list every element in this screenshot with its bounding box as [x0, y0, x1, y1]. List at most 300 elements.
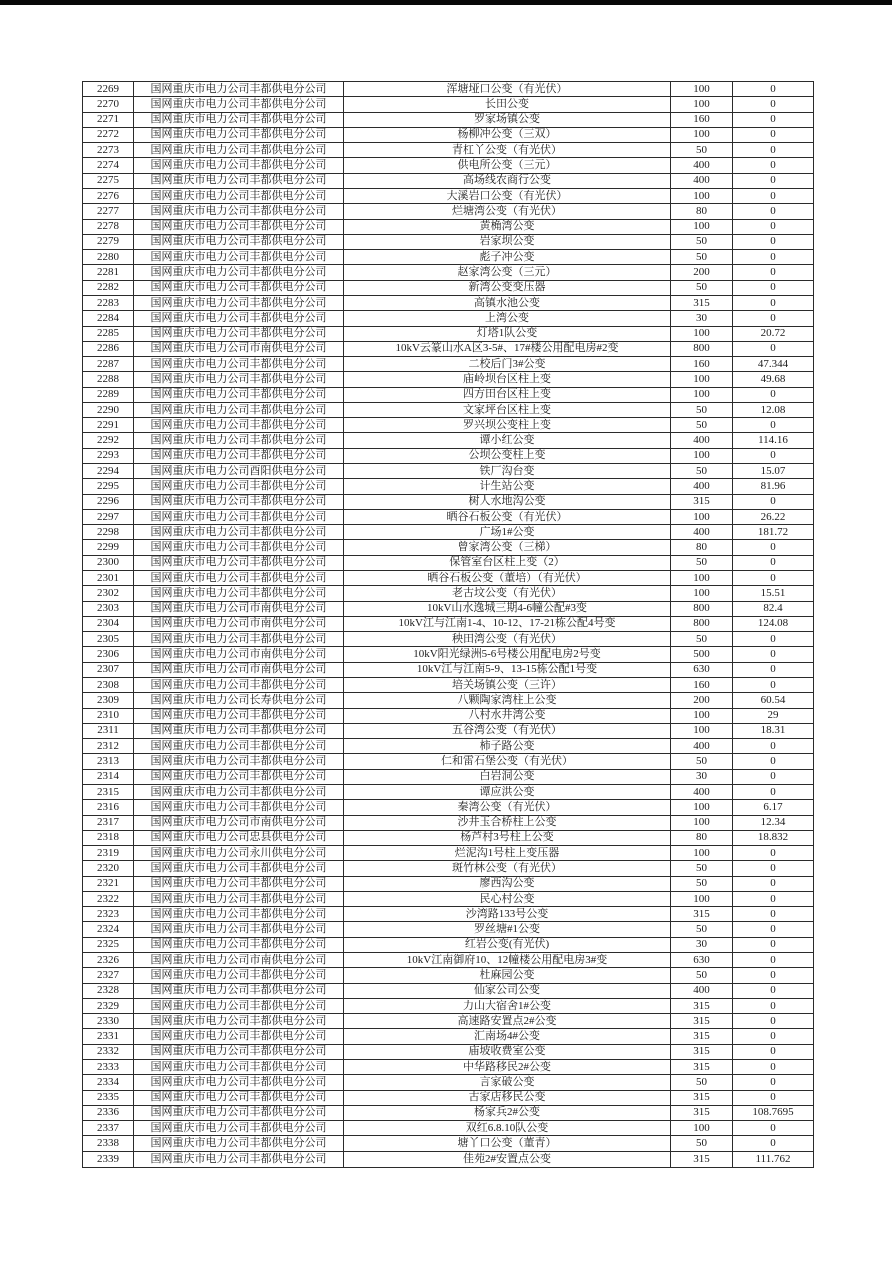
- capacity-cell: 50: [671, 861, 733, 876]
- value-cell: 111.762: [733, 1151, 814, 1167]
- company-cell: 国网重庆市电力公司丰都供电分公司: [134, 1060, 344, 1075]
- row-number-cell: 2321: [83, 876, 134, 891]
- value-cell: 0: [733, 188, 814, 203]
- capacity-cell: 160: [671, 677, 733, 692]
- row-number-cell: 2334: [83, 1075, 134, 1090]
- value-cell: 0: [733, 739, 814, 754]
- capacity-cell: 50: [671, 418, 733, 433]
- transformer-name-cell: 八村水井湾公变: [344, 708, 671, 723]
- company-cell: 国网重庆市电力公司丰都供电分公司: [134, 632, 344, 647]
- table-row: [83, 784, 814, 799]
- row-number-cell: 2284: [83, 311, 134, 326]
- company-cell: 国网重庆市电力公司丰都供电分公司: [134, 968, 344, 983]
- scan-edge-band: [0, 0, 892, 5]
- company-cell: 国网重庆市电力公司丰都供电分公司: [134, 784, 344, 799]
- value-cell: 29: [733, 708, 814, 723]
- company-cell: 国网重庆市电力公司酉阳供电分公司: [134, 464, 344, 479]
- capacity-cell: 315: [671, 295, 733, 310]
- table-row: [83, 1136, 814, 1151]
- company-cell: 国网重庆市电力公司永川供电分公司: [134, 846, 344, 861]
- row-number-cell: 2289: [83, 387, 134, 402]
- row-number-cell: 2318: [83, 830, 134, 845]
- company-cell: 国网重庆市电力公司忠县供电分公司: [134, 830, 344, 845]
- table-row: [83, 1060, 814, 1075]
- company-cell: 国网重庆市电力公司丰都供电分公司: [134, 1151, 344, 1167]
- transformer-name-cell: 新湾公变变压器: [344, 280, 671, 295]
- capacity-cell: 100: [671, 219, 733, 234]
- value-cell: 15.51: [733, 586, 814, 601]
- transformer-name-cell: 高场线农商行公变: [344, 173, 671, 188]
- capacity-cell: 100: [671, 326, 733, 341]
- transformer-name-cell: 曾家湾公变（三梯）: [344, 540, 671, 555]
- value-cell: 0: [733, 1029, 814, 1044]
- row-number-cell: 2313: [83, 754, 134, 769]
- table-row: [83, 800, 814, 815]
- row-number-cell: 2306: [83, 647, 134, 662]
- row-number-cell: 2294: [83, 464, 134, 479]
- table-row: [83, 204, 814, 219]
- capacity-cell: 400: [671, 479, 733, 494]
- transformer-name-cell: 杜麻园公变: [344, 968, 671, 983]
- value-cell: 0: [733, 891, 814, 906]
- capacity-cell: 315: [671, 907, 733, 922]
- company-cell: 国网重庆市电力公司丰都供电分公司: [134, 97, 344, 112]
- value-cell: 0: [733, 127, 814, 142]
- row-number-cell: 2315: [83, 784, 134, 799]
- transformer-name-cell: 大溪岩口公变（有光伏）: [344, 188, 671, 203]
- table-row: [83, 158, 814, 173]
- row-number-cell: 2319: [83, 846, 134, 861]
- table-row: [83, 97, 814, 112]
- transformer-name-cell: 五谷湾公变（有光伏）: [344, 723, 671, 738]
- company-cell: 国网重庆市电力公司丰都供电分公司: [134, 1014, 344, 1029]
- capacity-cell: 630: [671, 953, 733, 968]
- row-number-cell: 2281: [83, 265, 134, 280]
- company-cell: 国网重庆市电力公司丰都供电分公司: [134, 800, 344, 815]
- transformer-name-cell: 古家店移民公变: [344, 1090, 671, 1105]
- table-row: [83, 464, 814, 479]
- row-number-cell: 2278: [83, 219, 134, 234]
- transformer-name-cell: 长田公变: [344, 97, 671, 112]
- value-cell: 0: [733, 341, 814, 356]
- capacity-cell: 100: [671, 891, 733, 906]
- value-cell: 0: [733, 1121, 814, 1136]
- table-row: [83, 830, 814, 845]
- row-number-cell: 2322: [83, 891, 134, 906]
- table-row: [83, 479, 814, 494]
- transformer-name-cell: 烂塘湾公变（有光伏）: [344, 204, 671, 219]
- value-cell: 49.68: [733, 372, 814, 387]
- value-cell: 26.22: [733, 509, 814, 524]
- capacity-cell: 80: [671, 830, 733, 845]
- value-cell: 0: [733, 418, 814, 433]
- capacity-cell: 100: [671, 815, 733, 830]
- transformer-name-cell: 培关场镇公变（三许）: [344, 677, 671, 692]
- row-number-cell: 2339: [83, 1151, 134, 1167]
- transformer-name-cell: 谭应洪公变: [344, 784, 671, 799]
- row-number-cell: 2323: [83, 907, 134, 922]
- row-number-cell: 2297: [83, 509, 134, 524]
- value-cell: 0: [733, 97, 814, 112]
- value-cell: 0: [733, 173, 814, 188]
- table-row: [83, 387, 814, 402]
- transformer-name-cell: 二校后门3#公变: [344, 357, 671, 372]
- transformer-name-cell: 铁厂沟台变: [344, 464, 671, 479]
- row-number-cell: 2283: [83, 295, 134, 310]
- value-cell: 0: [733, 647, 814, 662]
- table-row: [83, 372, 814, 387]
- row-number-cell: 2333: [83, 1060, 134, 1075]
- row-number-cell: 2310: [83, 708, 134, 723]
- capacity-cell: 30: [671, 769, 733, 784]
- value-cell: 124.08: [733, 616, 814, 631]
- company-cell: 国网重庆市电力公司丰都供电分公司: [134, 219, 344, 234]
- capacity-cell: 400: [671, 784, 733, 799]
- row-number-cell: 2324: [83, 922, 134, 937]
- capacity-cell: 315: [671, 1090, 733, 1105]
- transformer-name-cell: 沙湾路133号公变: [344, 907, 671, 922]
- table-row: [83, 250, 814, 265]
- row-number-cell: 2328: [83, 983, 134, 998]
- company-cell: 国网重庆市电力公司丰都供电分公司: [134, 280, 344, 295]
- transformer-name-cell: 岩家坝公变: [344, 234, 671, 249]
- transformer-name-cell: 浑塘垭口公变（有光伏）: [344, 82, 671, 97]
- transformer-name-cell: 罗兴坝公变柱上变: [344, 418, 671, 433]
- table-row: [83, 876, 814, 891]
- table-row: [83, 1105, 814, 1120]
- transformer-name-cell: 谭小红公变: [344, 433, 671, 448]
- row-number-cell: 2298: [83, 525, 134, 540]
- capacity-cell: 100: [671, 708, 733, 723]
- table-row: [83, 555, 814, 570]
- value-cell: 108.7695: [733, 1105, 814, 1120]
- capacity-cell: 100: [671, 723, 733, 738]
- row-number-cell: 2301: [83, 571, 134, 586]
- company-cell: 国网重庆市电力公司丰都供电分公司: [134, 754, 344, 769]
- transformer-name-cell: 10kV江与江南5-9、13-15栋公配1号变: [344, 662, 671, 677]
- capacity-cell: 50: [671, 968, 733, 983]
- capacity-cell: 100: [671, 372, 733, 387]
- row-number-cell: 2320: [83, 861, 134, 876]
- row-number-cell: 2291: [83, 418, 134, 433]
- table-row: [83, 265, 814, 280]
- table-row: [83, 173, 814, 188]
- row-number-cell: 2287: [83, 357, 134, 372]
- row-number-cell: 2271: [83, 112, 134, 127]
- table-row: [83, 402, 814, 417]
- row-number-cell: 2338: [83, 1136, 134, 1151]
- table-row: [83, 723, 814, 738]
- row-number-cell: 2280: [83, 250, 134, 265]
- company-cell: 国网重庆市电力公司丰都供电分公司: [134, 357, 344, 372]
- value-cell: 0: [733, 82, 814, 97]
- company-cell: 国网重庆市电力公司丰都供电分公司: [134, 173, 344, 188]
- company-cell: 国网重庆市电力公司丰都供电分公司: [134, 494, 344, 509]
- value-cell: 181.72: [733, 525, 814, 540]
- transformer-name-cell: 八颗陶家湾柱上公变: [344, 693, 671, 708]
- transformer-name-cell: 晒谷石板公变（董培）（有光伏）: [344, 571, 671, 586]
- row-number-cell: 2296: [83, 494, 134, 509]
- table-row: [83, 1029, 814, 1044]
- capacity-cell: 160: [671, 112, 733, 127]
- company-cell: 国网重庆市电力公司丰都供电分公司: [134, 204, 344, 219]
- row-number-cell: 2335: [83, 1090, 134, 1105]
- company-cell: 国网重庆市电力公司丰都供电分公司: [134, 677, 344, 692]
- table-row: [83, 632, 814, 647]
- value-cell: 0: [733, 143, 814, 158]
- value-cell: 18.832: [733, 830, 814, 845]
- row-number-cell: 2295: [83, 479, 134, 494]
- row-number-cell: 2305: [83, 632, 134, 647]
- row-number-cell: 2330: [83, 1014, 134, 1029]
- table-row: [83, 341, 814, 356]
- row-number-cell: 2290: [83, 402, 134, 417]
- table-row: [83, 418, 814, 433]
- capacity-cell: 400: [671, 739, 733, 754]
- capacity-cell: 50: [671, 143, 733, 158]
- transformer-name-cell: 广场1#公变: [344, 525, 671, 540]
- value-cell: 0: [733, 540, 814, 555]
- table-row: [83, 433, 814, 448]
- value-cell: 0: [733, 846, 814, 861]
- transformer-name-cell: 杨柳冲公变（三双）: [344, 127, 671, 142]
- transformer-name-cell: 保管室台区柱上变（2）: [344, 555, 671, 570]
- value-cell: 0: [733, 112, 814, 127]
- table-row: [83, 357, 814, 372]
- transformer-name-cell: 10kV阳光绿洲5-6号楼公用配电房2号变: [344, 647, 671, 662]
- table-body: [83, 82, 814, 1168]
- table-row: [83, 754, 814, 769]
- capacity-cell: 100: [671, 127, 733, 142]
- company-cell: 国网重庆市电力公司丰都供电分公司: [134, 1136, 344, 1151]
- transformer-name-cell: 红岩公变(有光伏): [344, 937, 671, 952]
- capacity-cell: 80: [671, 540, 733, 555]
- transformer-name-cell: 彪子冲公变: [344, 250, 671, 265]
- value-cell: 0: [733, 1044, 814, 1059]
- company-cell: 国网重庆市电力公司丰都供电分公司: [134, 571, 344, 586]
- row-number-cell: 2326: [83, 953, 134, 968]
- company-cell: 国网重庆市电力公司丰都供电分公司: [134, 769, 344, 784]
- capacity-cell: 315: [671, 1151, 733, 1167]
- row-number-cell: 2332: [83, 1044, 134, 1059]
- value-cell: 0: [733, 861, 814, 876]
- company-cell: 国网重庆市电力公司丰都供电分公司: [134, 876, 344, 891]
- row-number-cell: 2307: [83, 662, 134, 677]
- capacity-cell: 100: [671, 571, 733, 586]
- capacity-cell: 315: [671, 1029, 733, 1044]
- table-row: [83, 815, 814, 830]
- row-number-cell: 2316: [83, 800, 134, 815]
- capacity-cell: 100: [671, 1121, 733, 1136]
- transformer-name-cell: 晒谷石板公变（有光伏）: [344, 509, 671, 524]
- company-cell: 国网重庆市电力公司丰都供电分公司: [134, 127, 344, 142]
- value-cell: 20.72: [733, 326, 814, 341]
- capacity-cell: 315: [671, 1014, 733, 1029]
- transformer-name-cell: 汇南场4#公变: [344, 1029, 671, 1044]
- company-cell: 国网重庆市电力公司长寿供电分公司: [134, 693, 344, 708]
- company-cell: 国网重庆市电力公司丰都供电分公司: [134, 1075, 344, 1090]
- value-cell: 0: [733, 937, 814, 952]
- table-row: [83, 1044, 814, 1059]
- transformer-name-cell: 中华路移民2#公变: [344, 1060, 671, 1075]
- value-cell: 0: [733, 1136, 814, 1151]
- table-row: [83, 846, 814, 861]
- capacity-cell: 50: [671, 555, 733, 570]
- company-cell: 国网重庆市电力公司丰都供电分公司: [134, 402, 344, 417]
- table-row: [83, 1090, 814, 1105]
- capacity-cell: 315: [671, 1044, 733, 1059]
- capacity-cell: 315: [671, 998, 733, 1013]
- value-cell: 0: [733, 1075, 814, 1090]
- row-number-cell: 2270: [83, 97, 134, 112]
- value-cell: 0: [733, 784, 814, 799]
- capacity-cell: 315: [671, 1060, 733, 1075]
- company-cell: 国网重庆市电力公司丰都供电分公司: [134, 540, 344, 555]
- table-row: [83, 1151, 814, 1167]
- transformer-name-cell: 庙坡收费室公变: [344, 1044, 671, 1059]
- table-row: [83, 998, 814, 1013]
- company-cell: 国网重庆市电力公司丰都供电分公司: [134, 1029, 344, 1044]
- transformer-name-cell: 佳苑2#安置点公变: [344, 1151, 671, 1167]
- value-cell: 0: [733, 1060, 814, 1075]
- table-row: [83, 525, 814, 540]
- transformer-data-table: [82, 81, 814, 1168]
- transformer-name-cell: 供电所公变（三元）: [344, 158, 671, 173]
- capacity-cell: 50: [671, 922, 733, 937]
- transformer-name-cell: 言家破公变: [344, 1075, 671, 1090]
- capacity-cell: 315: [671, 494, 733, 509]
- transformer-name-cell: 廖西沟公变: [344, 876, 671, 891]
- company-cell: 国网重庆市电力公司丰都供电分公司: [134, 448, 344, 463]
- transformer-name-cell: 民心村公变: [344, 891, 671, 906]
- row-number-cell: 2276: [83, 188, 134, 203]
- table-row: [83, 937, 814, 952]
- capacity-cell: 200: [671, 265, 733, 280]
- row-number-cell: 2309: [83, 693, 134, 708]
- table-row: [83, 1121, 814, 1136]
- value-cell: 0: [733, 907, 814, 922]
- row-number-cell: 2304: [83, 616, 134, 631]
- transformer-name-cell: 仁和雷石堡公变（有光伏）: [344, 754, 671, 769]
- row-number-cell: 2303: [83, 601, 134, 616]
- company-cell: 国网重庆市电力公司丰都供电分公司: [134, 387, 344, 402]
- transformer-name-cell: 赵家湾公变（三元）: [344, 265, 671, 280]
- capacity-cell: 50: [671, 234, 733, 249]
- capacity-cell: 160: [671, 357, 733, 372]
- company-cell: 国网重庆市电力公司丰都供电分公司: [134, 739, 344, 754]
- row-number-cell: 2286: [83, 341, 134, 356]
- value-cell: 0: [733, 769, 814, 784]
- transformer-name-cell: 青杠丫公变（有光伏）: [344, 143, 671, 158]
- value-cell: 0: [733, 953, 814, 968]
- company-cell: 国网重庆市电力公司市南供电分公司: [134, 815, 344, 830]
- capacity-cell: 400: [671, 983, 733, 998]
- value-cell: 0: [733, 754, 814, 769]
- capacity-cell: 50: [671, 402, 733, 417]
- table-row: [83, 861, 814, 876]
- row-number-cell: 2314: [83, 769, 134, 784]
- table-row: [83, 494, 814, 509]
- table-row: [83, 647, 814, 662]
- table-row: [83, 601, 814, 616]
- value-cell: 0: [733, 555, 814, 570]
- value-cell: 0: [733, 1014, 814, 1029]
- company-cell: 国网重庆市电力公司丰都供电分公司: [134, 234, 344, 249]
- transformer-name-cell: 黄桷湾公变: [344, 219, 671, 234]
- company-cell: 国网重庆市电力公司丰都供电分公司: [134, 372, 344, 387]
- capacity-cell: 50: [671, 876, 733, 891]
- row-number-cell: 2317: [83, 815, 134, 830]
- capacity-cell: 30: [671, 311, 733, 326]
- value-cell: 0: [733, 234, 814, 249]
- transformer-name-cell: 树人水地沟公变: [344, 494, 671, 509]
- transformer-name-cell: 文家坪台区柱上变: [344, 402, 671, 417]
- company-cell: 国网重庆市电力公司丰都供电分公司: [134, 907, 344, 922]
- value-cell: 12.34: [733, 815, 814, 830]
- capacity-cell: 50: [671, 1075, 733, 1090]
- row-number-cell: 2311: [83, 723, 134, 738]
- row-number-cell: 2308: [83, 677, 134, 692]
- table-row: [83, 540, 814, 555]
- company-cell: 国网重庆市电力公司丰都供电分公司: [134, 1090, 344, 1105]
- transformer-name-cell: 力山大宿舍1#公变: [344, 998, 671, 1013]
- capacity-cell: 800: [671, 616, 733, 631]
- capacity-cell: 315: [671, 1105, 733, 1120]
- table-row: [83, 953, 814, 968]
- table-row: [83, 326, 814, 341]
- company-cell: 国网重庆市电力公司丰都供电分公司: [134, 112, 344, 127]
- company-cell: 国网重庆市电力公司丰都供电分公司: [134, 250, 344, 265]
- company-cell: 国网重庆市电力公司丰都供电分公司: [134, 509, 344, 524]
- row-number-cell: 2269: [83, 82, 134, 97]
- value-cell: 114.16: [733, 433, 814, 448]
- table-row: [83, 448, 814, 463]
- company-cell: 国网重庆市电力公司丰都供电分公司: [134, 479, 344, 494]
- company-cell: 国网重庆市电力公司丰都供电分公司: [134, 723, 344, 738]
- value-cell: 0: [733, 158, 814, 173]
- transformer-name-cell: 秧田湾公变（有光伏）: [344, 632, 671, 647]
- company-cell: 国网重庆市电力公司丰都供电分公司: [134, 326, 344, 341]
- transformer-name-cell: 双红6.8.10队公变: [344, 1121, 671, 1136]
- table-row: [83, 82, 814, 97]
- company-cell: 国网重庆市电力公司市南供电分公司: [134, 601, 344, 616]
- table-row: [83, 280, 814, 295]
- row-number-cell: 2293: [83, 448, 134, 463]
- capacity-cell: 50: [671, 1136, 733, 1151]
- row-number-cell: 2288: [83, 372, 134, 387]
- table-row: [83, 112, 814, 127]
- row-number-cell: 2300: [83, 555, 134, 570]
- row-number-cell: 2329: [83, 998, 134, 1013]
- row-number-cell: 2277: [83, 204, 134, 219]
- row-number-cell: 2279: [83, 234, 134, 249]
- company-cell: 国网重庆市电力公司丰都供电分公司: [134, 82, 344, 97]
- capacity-cell: 50: [671, 754, 733, 769]
- table-row: [83, 983, 814, 998]
- value-cell: 82.4: [733, 601, 814, 616]
- capacity-cell: 500: [671, 647, 733, 662]
- capacity-cell: 630: [671, 662, 733, 677]
- capacity-cell: 400: [671, 173, 733, 188]
- transformer-name-cell: 庙岭坝台区柱上变: [344, 372, 671, 387]
- value-cell: 0: [733, 280, 814, 295]
- row-number-cell: 2325: [83, 937, 134, 952]
- capacity-cell: 100: [671, 188, 733, 203]
- table-row: [83, 922, 814, 937]
- transformer-name-cell: 罗丝塘#1公变: [344, 922, 671, 937]
- transformer-name-cell: 高速路安置点2#公变: [344, 1014, 671, 1029]
- table-row: [83, 891, 814, 906]
